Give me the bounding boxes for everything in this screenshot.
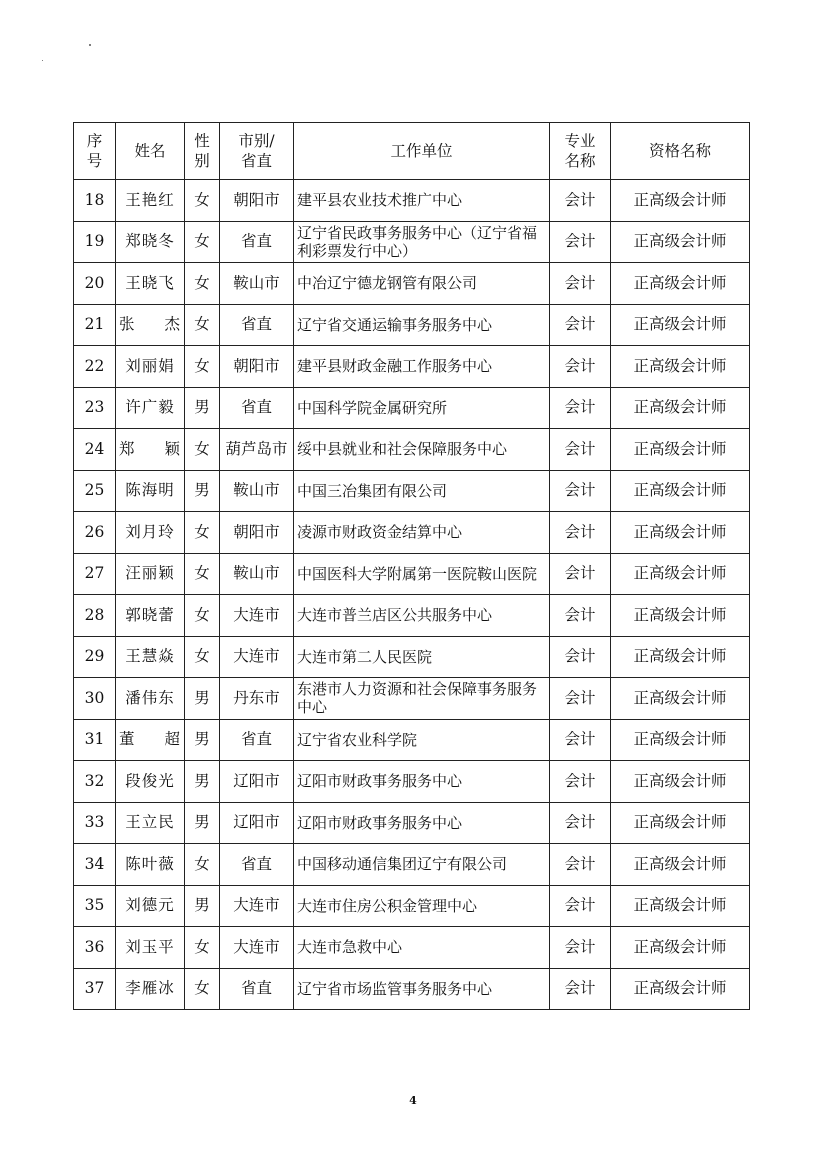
cell-unit: 大连市急救中心 — [294, 927, 550, 969]
cell-seq: 27 — [74, 553, 116, 595]
header-major: 专业名称 — [550, 123, 611, 180]
cell-unit: 辽宁省农业科学院 — [294, 719, 550, 761]
cell-qualification: 正高级会计师 — [611, 512, 750, 554]
cell-name: 李雁冰 — [116, 968, 185, 1010]
table-row — [74, 678, 750, 720]
cell-city: 朝阳市 — [220, 512, 294, 554]
cell-city: 朝阳市 — [220, 180, 294, 222]
cell-name — [116, 719, 185, 761]
cell-gender: 男 — [185, 470, 220, 512]
cell-qualification: 正高级会计师 — [611, 221, 750, 263]
table-row — [74, 387, 750, 429]
cell-name: 郭晓蕾 — [116, 595, 185, 637]
cell-name — [116, 304, 185, 346]
cell-gender: 男 — [185, 678, 220, 720]
cell-seq: 29 — [74, 636, 116, 678]
cell-city: 鞍山市 — [220, 263, 294, 305]
cell-name: 潘伟东 — [116, 678, 185, 720]
table-row — [74, 263, 750, 305]
cell-name: 刘玉平 — [116, 927, 185, 969]
cell-gender: 女 — [185, 512, 220, 554]
cell-qualification: 正高级会计师 — [611, 678, 750, 720]
table-row — [74, 595, 750, 637]
cell-major: 会计 — [550, 553, 611, 595]
cell-seq: 20 — [74, 263, 116, 305]
cell-major: 会计 — [550, 346, 611, 388]
cell-gender: 女 — [185, 263, 220, 305]
cell-unit: 大连市第二人民医院 — [294, 636, 550, 678]
cell-qualification: 正高级会计师 — [611, 844, 750, 886]
cell-major: 会计 — [550, 761, 611, 803]
cell-city: 鞍山市 — [220, 470, 294, 512]
cell-city: 大连市 — [220, 885, 294, 927]
cell-major: 会计 — [550, 263, 611, 305]
cell-seq: 31 — [74, 719, 116, 761]
table-row — [74, 512, 750, 554]
table-row — [74, 636, 750, 678]
cell-name: 刘月玲 — [116, 512, 185, 554]
cell-city: 葫芦岛市 — [220, 429, 294, 471]
cell-qualification: 正高级会计师 — [611, 180, 750, 222]
cell-seq: 24 — [74, 429, 116, 471]
cell-major: 会计 — [550, 512, 611, 554]
cell-city: 朝阳市 — [220, 346, 294, 388]
cell-name: 王晓飞 — [116, 263, 185, 305]
cell-qualification: 正高级会计师 — [611, 595, 750, 637]
cell-gender: 女 — [185, 595, 220, 637]
cell-name: 刘德元 — [116, 885, 185, 927]
cell-major: 会计 — [550, 595, 611, 637]
cell-name: 段俊光 — [116, 761, 185, 803]
cell-seq: 34 — [74, 844, 116, 886]
cell-unit: 中国移动通信集团辽宁有限公司 — [294, 844, 550, 886]
cell-gender: 男 — [185, 387, 220, 429]
name-spread: 董 超 — [119, 730, 181, 749]
cell-gender: 女 — [185, 304, 220, 346]
cell-unit: 中国科学院金属研究所 — [294, 387, 550, 429]
cell-unit: 辽阳市财政事务服务中心 — [294, 761, 550, 803]
cell-qualification: 正高级会计师 — [611, 429, 750, 471]
cell-seq: 30 — [74, 678, 116, 720]
cell-city: 省直 — [220, 968, 294, 1010]
cell-qualification: 正高级会计师 — [611, 387, 750, 429]
cell-city: 省直 — [220, 844, 294, 886]
cell-city: 辽阳市 — [220, 761, 294, 803]
header-qualification: 资格名称 — [611, 123, 750, 180]
table-row — [74, 553, 750, 595]
cell-major: 会计 — [550, 844, 611, 886]
cell-seq: 37 — [74, 968, 116, 1010]
cell-seq: 35 — [74, 885, 116, 927]
cell-unit: 大连市普兰店区公共服务中心 — [294, 595, 550, 637]
cell-seq: 36 — [74, 927, 116, 969]
cell-qualification: 正高级会计师 — [611, 761, 750, 803]
table-row — [74, 761, 750, 803]
cell-gender: 女 — [185, 844, 220, 886]
cell-name: 许广毅 — [116, 387, 185, 429]
cell-gender: 女 — [185, 927, 220, 969]
cell-major: 会计 — [550, 719, 611, 761]
cell-qualification: 正高级会计师 — [611, 636, 750, 678]
cell-city: 省直 — [220, 719, 294, 761]
cell-unit: 辽阳市财政事务服务中心 — [294, 802, 550, 844]
cell-seq: 18 — [74, 180, 116, 222]
cell-name — [116, 429, 185, 471]
cell-qualification: 正高级会计师 — [611, 927, 750, 969]
cell-city: 鞍山市 — [220, 553, 294, 595]
scan-speck — [42, 60, 43, 61]
cell-qualification: 正高级会计师 — [611, 553, 750, 595]
cell-city: 辽阳市 — [220, 802, 294, 844]
cell-city: 大连市 — [220, 927, 294, 969]
cell-gender: 女 — [185, 553, 220, 595]
cell-name: 王立民 — [116, 802, 185, 844]
cell-gender: 女 — [185, 968, 220, 1010]
cell-gender: 男 — [185, 885, 220, 927]
cell-qualification: 正高级会计师 — [611, 719, 750, 761]
cell-gender: 男 — [185, 719, 220, 761]
cell-qualification: 正高级会计师 — [611, 304, 750, 346]
cell-unit: 凌源市财政资金结算中心 — [294, 512, 550, 554]
table-row — [74, 304, 750, 346]
header-name: 姓名 — [116, 123, 185, 180]
cell-unit: 东港市人力资源和社会保障事务服务中心 — [294, 678, 550, 720]
cell-major: 会计 — [550, 304, 611, 346]
cell-gender: 男 — [185, 802, 220, 844]
cell-qualification: 正高级会计师 — [611, 802, 750, 844]
cell-name: 郑晓冬 — [116, 221, 185, 263]
cell-city: 大连市 — [220, 636, 294, 678]
cell-qualification: 正高级会计师 — [611, 968, 750, 1010]
cell-major: 会计 — [550, 927, 611, 969]
page-number: 4 — [409, 1094, 417, 1107]
cell-unit: 辽宁省市场监管事务服务中心 — [294, 968, 550, 1010]
cell-seq: 28 — [74, 595, 116, 637]
cell-major: 会计 — [550, 636, 611, 678]
header-seq: 序号 — [74, 123, 116, 180]
table-row — [74, 927, 750, 969]
cell-city: 省直 — [220, 387, 294, 429]
cell-major: 会计 — [550, 180, 611, 222]
cell-gender: 女 — [185, 346, 220, 388]
cell-unit: 绥中县就业和社会保障服务中心 — [294, 429, 550, 471]
cell-city: 丹东市 — [220, 678, 294, 720]
cell-unit: 建平县农业技术推广中心 — [294, 180, 550, 222]
table-row — [74, 844, 750, 886]
cell-name: 陈叶薇 — [116, 844, 185, 886]
cell-unit: 辽宁省交通运输事务服务中心 — [294, 304, 550, 346]
name-spread: 郑 颖 — [119, 439, 181, 458]
header-gender: 性别 — [185, 123, 220, 180]
cell-major: 会计 — [550, 470, 611, 512]
cell-qualification: 正高级会计师 — [611, 470, 750, 512]
table-row — [74, 470, 750, 512]
header-city: 市别/省直 — [220, 123, 294, 180]
cell-major: 会计 — [550, 221, 611, 263]
table-row — [74, 346, 750, 388]
table-row — [74, 429, 750, 471]
table-header-row — [74, 123, 750, 180]
cell-name: 王慧焱 — [116, 636, 185, 678]
cell-unit: 大连市住房公积金管理中心 — [294, 885, 550, 927]
cell-seq: 21 — [74, 304, 116, 346]
cell-seq: 26 — [74, 512, 116, 554]
table-row — [74, 802, 750, 844]
cell-unit: 建平县财政金融工作服务中心 — [294, 346, 550, 388]
cell-seq: 33 — [74, 802, 116, 844]
cell-major: 会计 — [550, 387, 611, 429]
cell-gender: 女 — [185, 636, 220, 678]
cell-seq: 22 — [74, 346, 116, 388]
header-unit: 工作单位 — [294, 123, 550, 180]
table-row — [74, 180, 750, 222]
cell-gender: 女 — [185, 221, 220, 263]
cell-qualification: 正高级会计师 — [611, 346, 750, 388]
table-row — [74, 719, 750, 761]
cell-major: 会计 — [550, 968, 611, 1010]
cell-unit: 辽宁省民政事务服务中心（辽宁省福利彩票发行中心） — [294, 221, 550, 263]
name-spread: 张 杰 — [119, 315, 181, 334]
cell-major: 会计 — [550, 678, 611, 720]
cell-unit: 中冶辽宁德龙钢管有限公司 — [294, 263, 550, 305]
cell-unit: 中国三冶集团有限公司 — [294, 470, 550, 512]
qualification-table — [73, 122, 750, 1010]
cell-major: 会计 — [550, 429, 611, 471]
cell-name: 王艳红 — [116, 180, 185, 222]
cell-seq: 25 — [74, 470, 116, 512]
cell-unit: 中国医科大学附属第一医院鞍山医院 — [294, 553, 550, 595]
cell-seq: 32 — [74, 761, 116, 803]
cell-seq: 19 — [74, 221, 116, 263]
cell-seq: 23 — [74, 387, 116, 429]
cell-qualification: 正高级会计师 — [611, 885, 750, 927]
table-row — [74, 968, 750, 1010]
scan-speck — [89, 44, 91, 46]
cell-gender: 女 — [185, 429, 220, 471]
cell-name: 汪丽颖 — [116, 553, 185, 595]
cell-major: 会计 — [550, 802, 611, 844]
cell-city: 省直 — [220, 304, 294, 346]
cell-city: 省直 — [220, 221, 294, 263]
cell-name: 陈海明 — [116, 470, 185, 512]
cell-city: 大连市 — [220, 595, 294, 637]
table-row — [74, 221, 750, 263]
cell-gender: 男 — [185, 761, 220, 803]
cell-name: 刘丽娟 — [116, 346, 185, 388]
table-row — [74, 885, 750, 927]
cell-qualification: 正高级会计师 — [611, 263, 750, 305]
cell-gender: 女 — [185, 180, 220, 222]
cell-major: 会计 — [550, 885, 611, 927]
